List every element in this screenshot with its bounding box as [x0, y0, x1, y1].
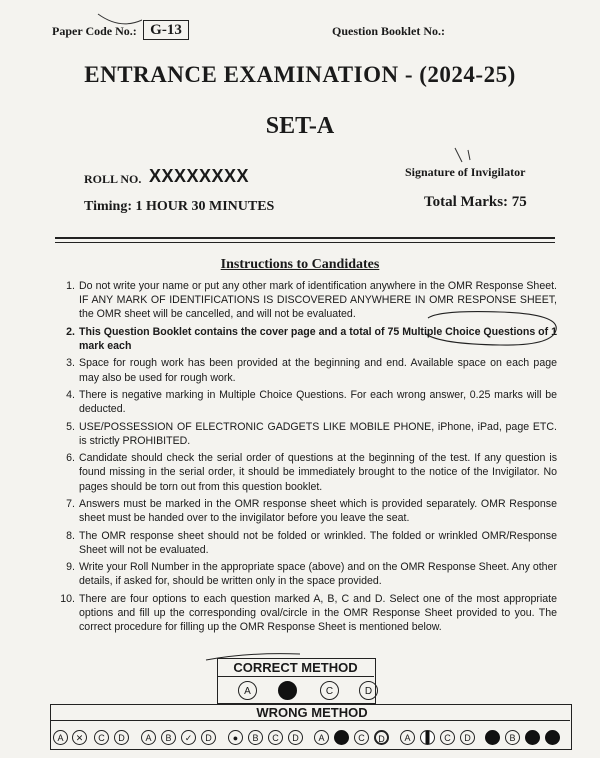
paper-code-value: G-13	[143, 20, 189, 40]
instruction-item: 8. The OMR response sheet should not be folded or wrinkled. The folded or wrinkled OMR/Response Sheet will not be evaluated.	[66, 529, 557, 556]
wrong-bubble: C	[268, 730, 283, 745]
wrong-bubble: D	[288, 730, 303, 745]
instruction-item: 1. Do not write your name or put any other mark of identification anywhere in the OMR Response Sheet. IF ANY MARK OF IDENTIFICATIONS IS DISCOVERED ANYWHERE IN OMR RESPONSE SHEET, the OMR sheet will be cancelled, and will not be evaluated.	[66, 280, 557, 321]
wrong-bubble: B	[248, 730, 263, 745]
pen-tick-mark	[98, 14, 142, 24]
instructions-title: Instructions to Candidates	[220, 257, 380, 272]
paper-code-label: Paper Code No.:	[52, 24, 137, 38]
pen-underline	[206, 654, 300, 660]
timing: Timing: 1 HOUR 30 MINUTES	[84, 199, 275, 214]
wrong-bubble: A	[53, 730, 68, 745]
invigilator-signature-label: Signature of Invigilator	[405, 165, 526, 179]
correct-method-title: CORRECT METHOD	[217, 660, 374, 677]
wrong-bubble: D	[460, 730, 475, 745]
correct-bubble-a: A	[238, 681, 257, 700]
wrong-bubble: A	[314, 730, 329, 745]
instruction-item: 6. Candidate should check the serial order of questions at the beginning of the test. If any question is found missing in the serial order, it should be immediately brought to the notice of the Invigilator. No pages should be torn out from this question booklet.	[66, 452, 557, 493]
instruction-item: 9. Write your Roll Number in the appropriate space (above) and on the OMR Response Sheet. Any other details, if asked for, should be written only in the space provided.	[66, 561, 557, 588]
instruction-item: 10. There are four options to each question marked A, B, C and D. Select one of the most appropriate options and fill up the corresponding oval/circle in the OMR Response Sheet provided to you. The correct procedure for filling up the OMR Response Sheet is mentioned below.	[60, 592, 557, 634]
wrong-bubble: D	[374, 730, 389, 745]
wrong-bubble: B	[505, 730, 520, 745]
question-booklet-label: Question Booklet No.:	[332, 24, 446, 38]
wrong-bubble-ticked: ✓	[181, 730, 196, 745]
instruction-item: 7. Answers must be marked in the OMR response sheet which is provided separately. OMR Response sheet must be handed over to the invigilator before you leave the seat.	[66, 497, 557, 525]
wrong-bubble: D	[114, 730, 129, 745]
wrong-bubble-dotted: ●	[228, 730, 243, 745]
pen-stroke	[455, 148, 470, 162]
wrong-bubble: A	[400, 730, 415, 745]
roll-number-label: ROLL NO.	[84, 172, 142, 186]
instruction-item: 5. USE/POSSESSION OF ELECTRONIC GADGETS LIKE MOBILE PHONE, iPhone, iPad, page ETC. is strictly PROHIBITED.	[66, 420, 557, 447]
instruction-item: 2. This Question Booklet contains the cover page and a total of 75 Multiple Choice Questions of 1 mark each	[66, 325, 557, 352]
pen-circle-annotation	[426, 312, 556, 345]
wrong-bubble-crossed: ✕	[72, 730, 87, 745]
correct-bubble-c: C	[320, 681, 339, 700]
set-title: SET-A	[265, 113, 335, 139]
exam-title: ENTRANCE EXAMINATION - (2024-25)	[84, 62, 516, 87]
wrong-bubble: C	[354, 730, 369, 745]
wrong-bubble: B	[161, 730, 176, 745]
wrong-bubble: C	[440, 730, 455, 745]
wrong-method-title: WRONG METHOD	[256, 705, 368, 720]
wrong-bubble: D	[201, 730, 216, 745]
instruction-item: 3. Space for rough work has been provided at the beginning and end. Available space on each page may also be used for rough work.	[66, 357, 557, 384]
roll-number-value: XXXXXXXX	[149, 166, 250, 186]
wrong-bubble: C	[94, 730, 109, 745]
wrong-bubble: A	[141, 730, 156, 745]
total-marks: Total Marks: 75	[424, 194, 527, 210]
instruction-item: 4. There is negative marking in Multiple Choice Questions. For each wrong answer, 0.25 marks will be deducted.	[66, 388, 557, 416]
correct-bubble-d: D	[359, 681, 378, 700]
